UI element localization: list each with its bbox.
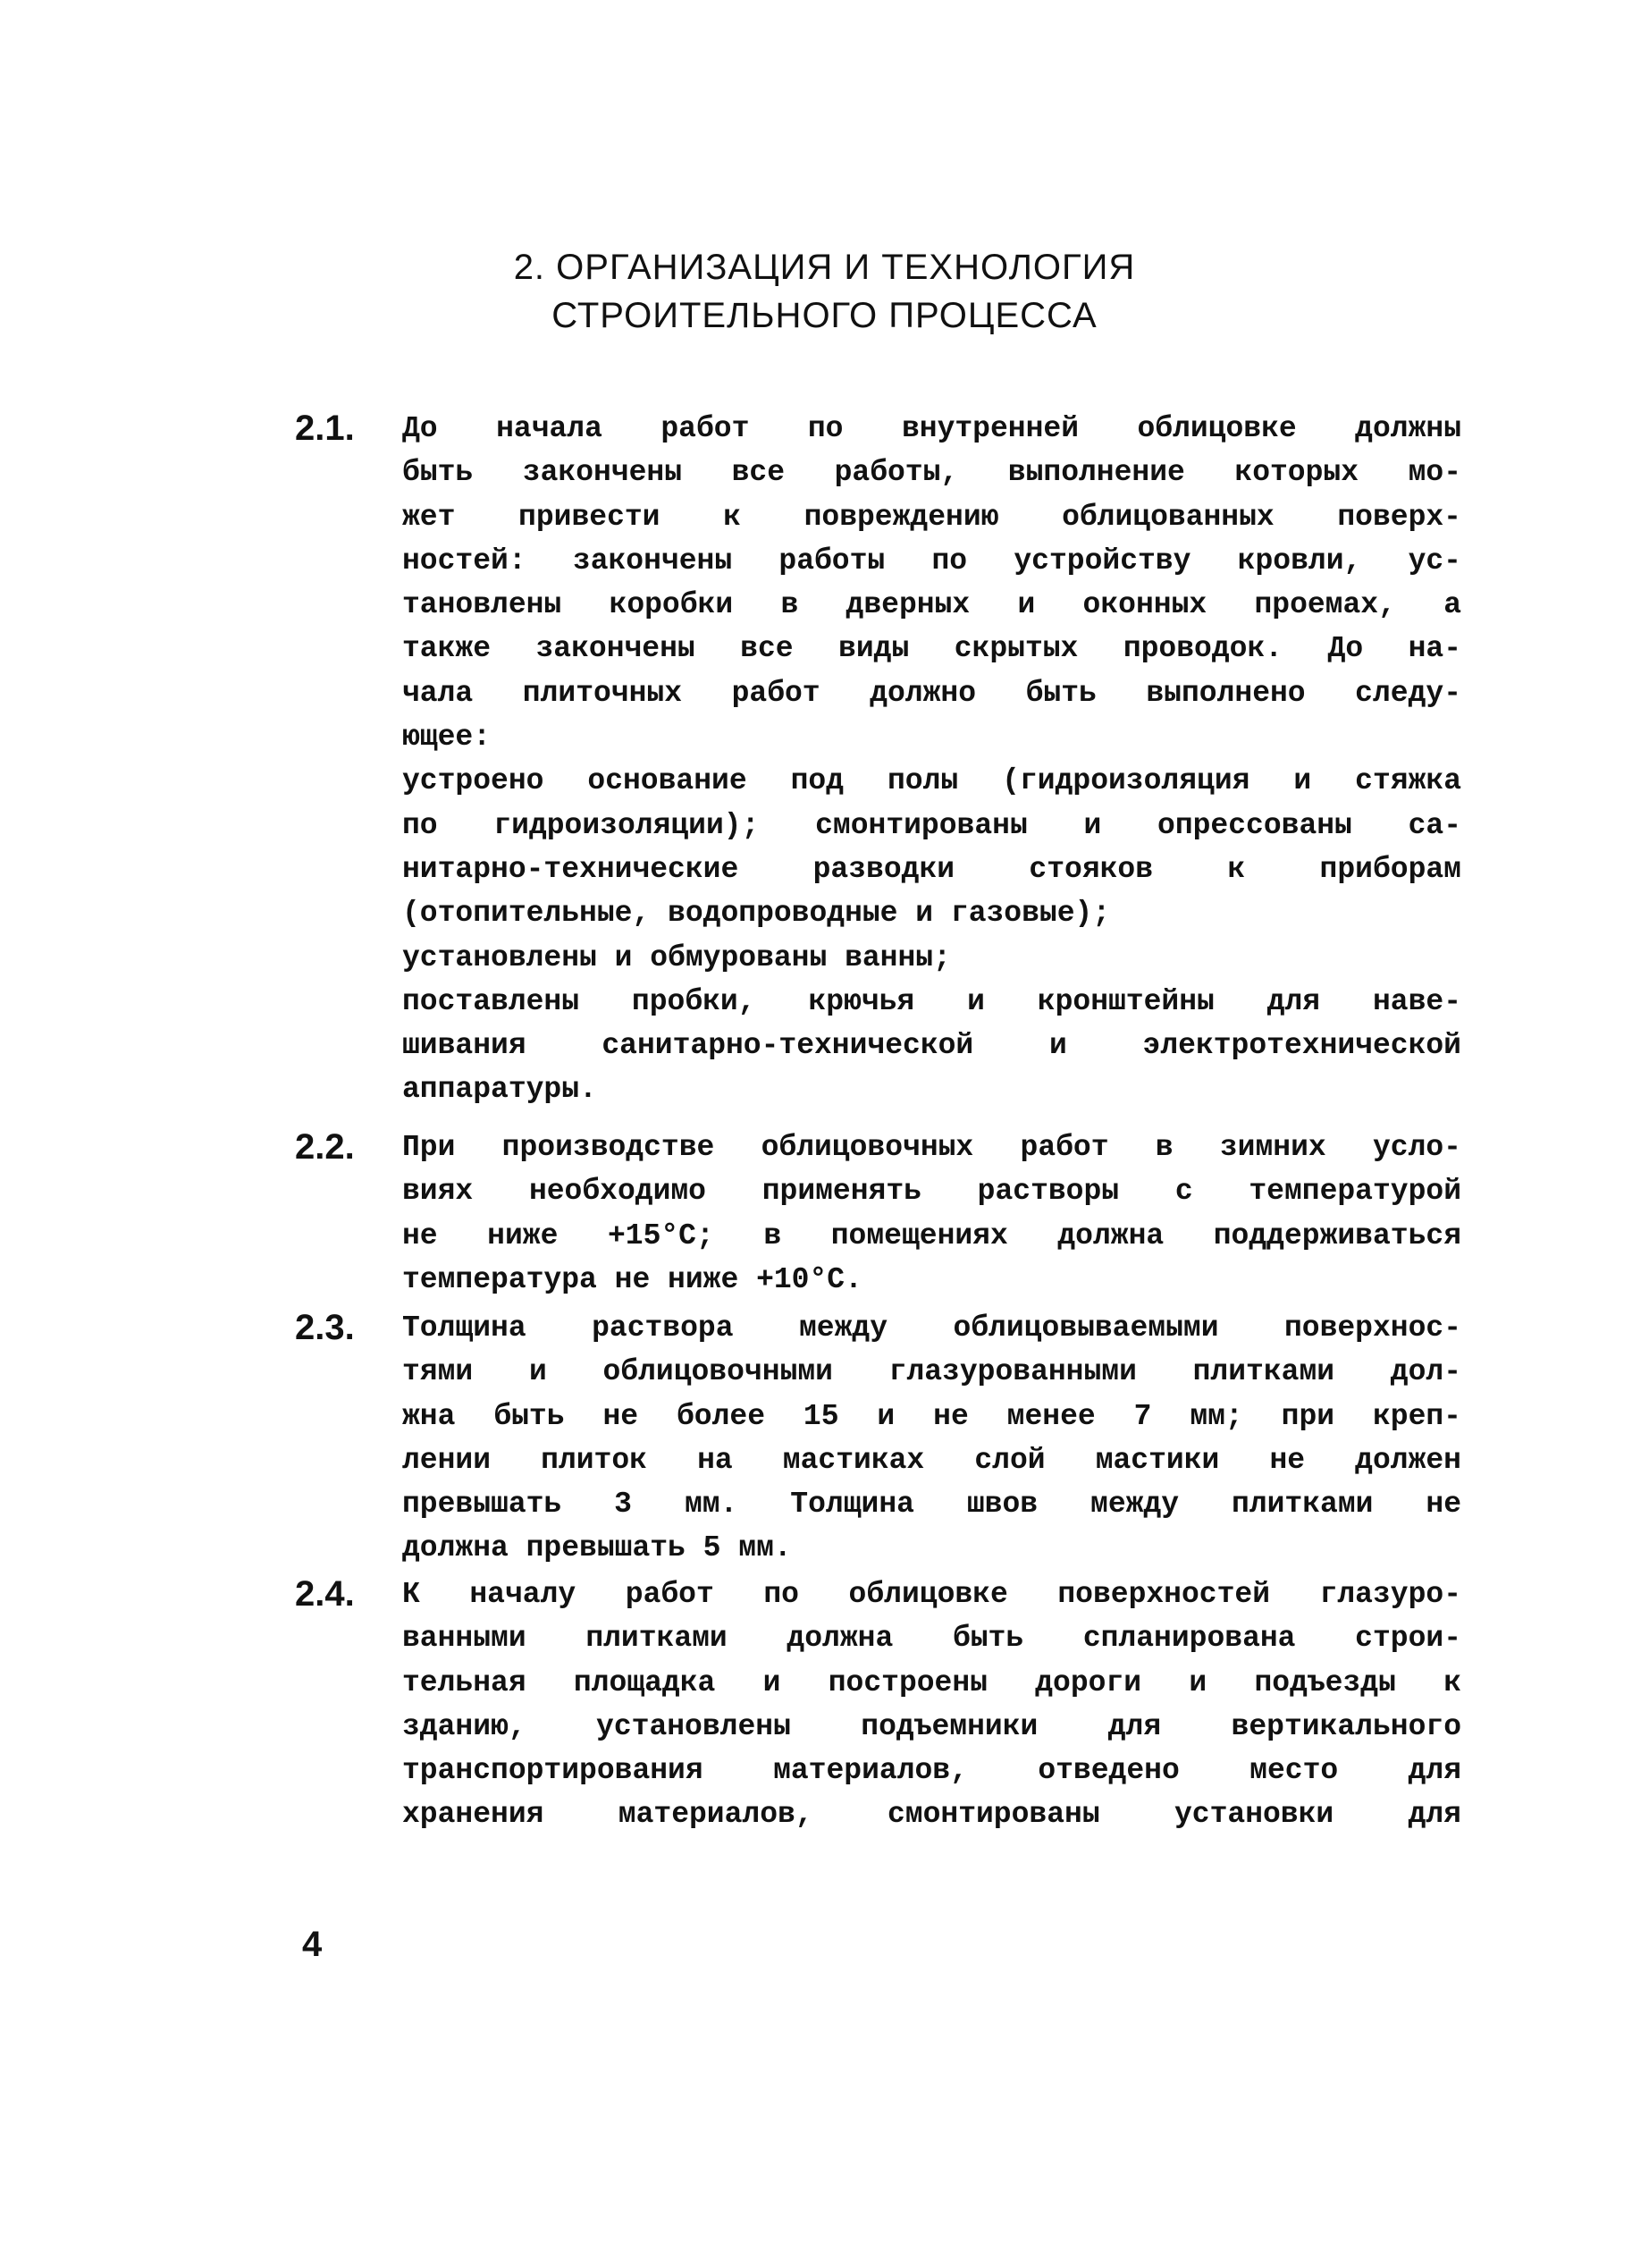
text-line: транспортирования материалов, отведено место для bbox=[402, 1754, 1461, 1788]
text-line: не ниже +15°С; в помещениях должна поддерживаться bbox=[402, 1218, 1461, 1252]
heading-line-1: 2. ОРГАНИЗАЦИЯ И ТЕХНОЛОГИЯ bbox=[513, 248, 1136, 287]
text-line: хранения материалов, смонтированы установки для bbox=[402, 1798, 1461, 1832]
section-heading bbox=[0, 243, 1649, 340]
text-line: тановлены коробки в дверных и оконных проемах, а bbox=[402, 588, 1461, 622]
section-2-3-text bbox=[402, 1306, 1461, 1571]
text-line: шивания санитарно-технической и электротехнической bbox=[402, 1029, 1461, 1063]
text-line: Толщина раствора между облицовываемыми поверхнос- bbox=[402, 1311, 1461, 1345]
text-line: До начала работ по внутренней облицовке должны bbox=[402, 412, 1461, 445]
text-line: должна превышать 5 мм. bbox=[402, 1531, 792, 1565]
text-line: также закончены все виды скрытых проводок. До на- bbox=[402, 632, 1461, 666]
text-line: установлены и обмурованы ванны; bbox=[402, 940, 951, 974]
text-line: тями и облицовочными глазурованными плитками дол- bbox=[402, 1355, 1461, 1389]
text-line: При производстве облицовочных работ в зимних усло- bbox=[402, 1131, 1461, 1164]
text-line: виях необходимо применять растворы с температурой bbox=[402, 1175, 1461, 1209]
text-line: чала плиточных работ должно быть выполнено следу- bbox=[402, 676, 1461, 710]
text-line: К началу работ по облицовке поверхностей глазуро- bbox=[402, 1578, 1461, 1611]
heading-line-2: СТРОИТЕЛЬНОГО ПРОЦЕССА bbox=[551, 296, 1098, 335]
text-line: зданию, установлены подъемники для вертикального bbox=[402, 1709, 1461, 1743]
text-line: устроено основание под полы (гидроизоляция и стяжка bbox=[402, 764, 1461, 798]
text-line: ванными плитками должна быть спланирована строи- bbox=[402, 1622, 1461, 1656]
text-line: ющее: bbox=[402, 721, 492, 755]
section-number-2-1: 2.1. bbox=[295, 409, 355, 448]
text-line: лении плиток на мастиках слой мастики не должен bbox=[402, 1443, 1461, 1477]
text-line: поставлены пробки, крючья и кронштейны для наве- bbox=[402, 984, 1461, 1018]
text-line: жет привести к повреждению облицованных поверх- bbox=[402, 500, 1461, 534]
text-line: температура не ниже +10°С. bbox=[402, 1262, 862, 1296]
section-2-4-text bbox=[402, 1572, 1461, 1837]
text-line: ностей: закончены работы по устройству кровли, ус- bbox=[402, 544, 1461, 578]
text-line: превышать 3 мм. Толщина швов между плитками не bbox=[402, 1488, 1461, 1522]
text-line: жна быть не более 15 и не менее 7 мм; при креп- bbox=[402, 1399, 1461, 1433]
text-line: аппаратуры. bbox=[402, 1073, 597, 1107]
page-number: 4 bbox=[302, 1925, 323, 1964]
section-number-2-4: 2.4. bbox=[295, 1574, 355, 1614]
section-number-2-3: 2.3. bbox=[295, 1308, 355, 1347]
section-2-1-text bbox=[402, 407, 1461, 1112]
text-line: нитарно-технические разводки стояков к приборам bbox=[402, 852, 1461, 886]
section-2-2-text bbox=[402, 1126, 1461, 1302]
section-number-2-2: 2.2. bbox=[295, 1127, 355, 1167]
text-line: быть закончены все работы, выполнение которых мо- bbox=[402, 456, 1461, 490]
text-line: (отопительные, водопроводные и газовые); bbox=[402, 897, 1111, 931]
text-line: тельная площадка и построены дороги и подъезды к bbox=[402, 1665, 1461, 1699]
text-line: по гидроизоляции); смонтированы и опрессованы са- bbox=[402, 808, 1461, 842]
